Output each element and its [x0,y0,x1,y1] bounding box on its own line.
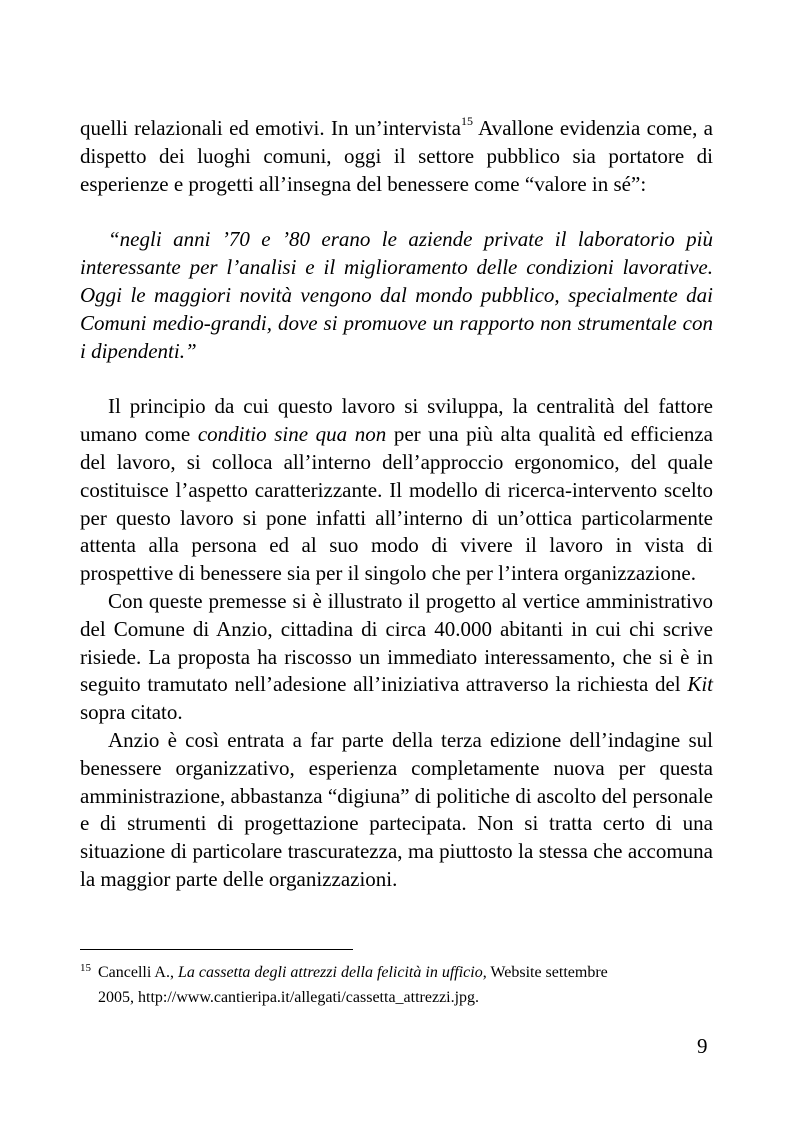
footnote-text-b: , Website settembre [482,964,608,981]
paragraph-4 [80,727,713,894]
paragraph-1-text-a: quelli relazionali ed emotivi. In un’intervista [80,116,461,140]
page-body [80,115,713,894]
footnote-line-2: 2005, http://www.cantieripa.it/allegati/cassetta_attrezzi.jpg. [98,989,480,1006]
paragraph-3-text-a: Con queste premesse si è illustrato il progetto al vertice amministrativo del Comune di Anzio, cittadina di circa 40.000 abitanti in cui chi scrive risiede. La proposta ha riscosso un immediato interessamento, che si è in seguito tramutato nell’adesione all’iniziativa attraverso la richiesta del [80,588,713,697]
page-number: 9 [697,1034,708,1058]
paragraph-2-text-b: per una più alta qualità ed efficienza del lavoro, si colloca all’interno dell’approccio ergonomico, del quale costituisce l’aspetto caratterizzante. Il modello di ricerca-intervento scelto per questo lavoro si pone infatti all’interno di un’ottica particolarmente attenta alla persona ed al suo modo di vivere il lavoro in vista di prospettive di benessere sia per il singolo che per l’intera organizzazione. [80,422,713,586]
paragraph-2-italic: conditio sine qua non [197,422,387,447]
paragraph-4-text: Anzio è così entrata a far parte della terza edizione dell’indagine sul benessere organizzativo, esperienza completamente nuova per questa amministrazione, abbastanza “digiuna” di politiche di ascolto del personale e di strumenti di progettazione partecipata. Non si tratta certo di una situazione di particolare trascuratezza, ma piuttosto la stessa che accomuna la maggior parte delle organizzazioni. [80,727,713,891]
footnote-italic-title: La cassetta degli attrezzi della felicità in ufficio [177,964,483,981]
paragraph-3 [80,588,713,727]
footnote-reference: 15 [460,114,473,128]
spacer [80,198,713,226]
spacer [80,365,713,393]
footnote-text-a: Cancelli A., [94,964,178,981]
footnote-mark: 15 [80,962,91,974]
paragraph-2-text-a: Il principio da cui questo lavoro si sviluppa, la centralità del fattore umano come [80,394,713,447]
paragraph-1-text-b: Avallone evidenzia come, a dispetto dei luoghi comuni, oggi il settore pubblico sia portatore di esperienze e progetti all’insegna del benessere come “valore in sé”: [80,116,713,196]
paragraph-3-italic: Kit [687,672,713,697]
footnote-separator [80,949,353,950]
block-quote [80,226,713,365]
quote-text: “negli anni ’70 e ’80 erano le aziende private il laboratorio più interessante per l’analisi e il miglioramento delle condizioni lavorative. Oggi le maggiori novità vengono dal mondo pubblico, specialmente dai Comuni medio-grandi, dove si promuove un rapporto non strumentale con i dipendenti.” [80,227,713,363]
paragraph-3-text-b: sopra citato. [80,700,183,725]
footnote [80,961,720,1010]
paragraph-1 [80,115,713,198]
paragraph-2 [80,393,713,588]
